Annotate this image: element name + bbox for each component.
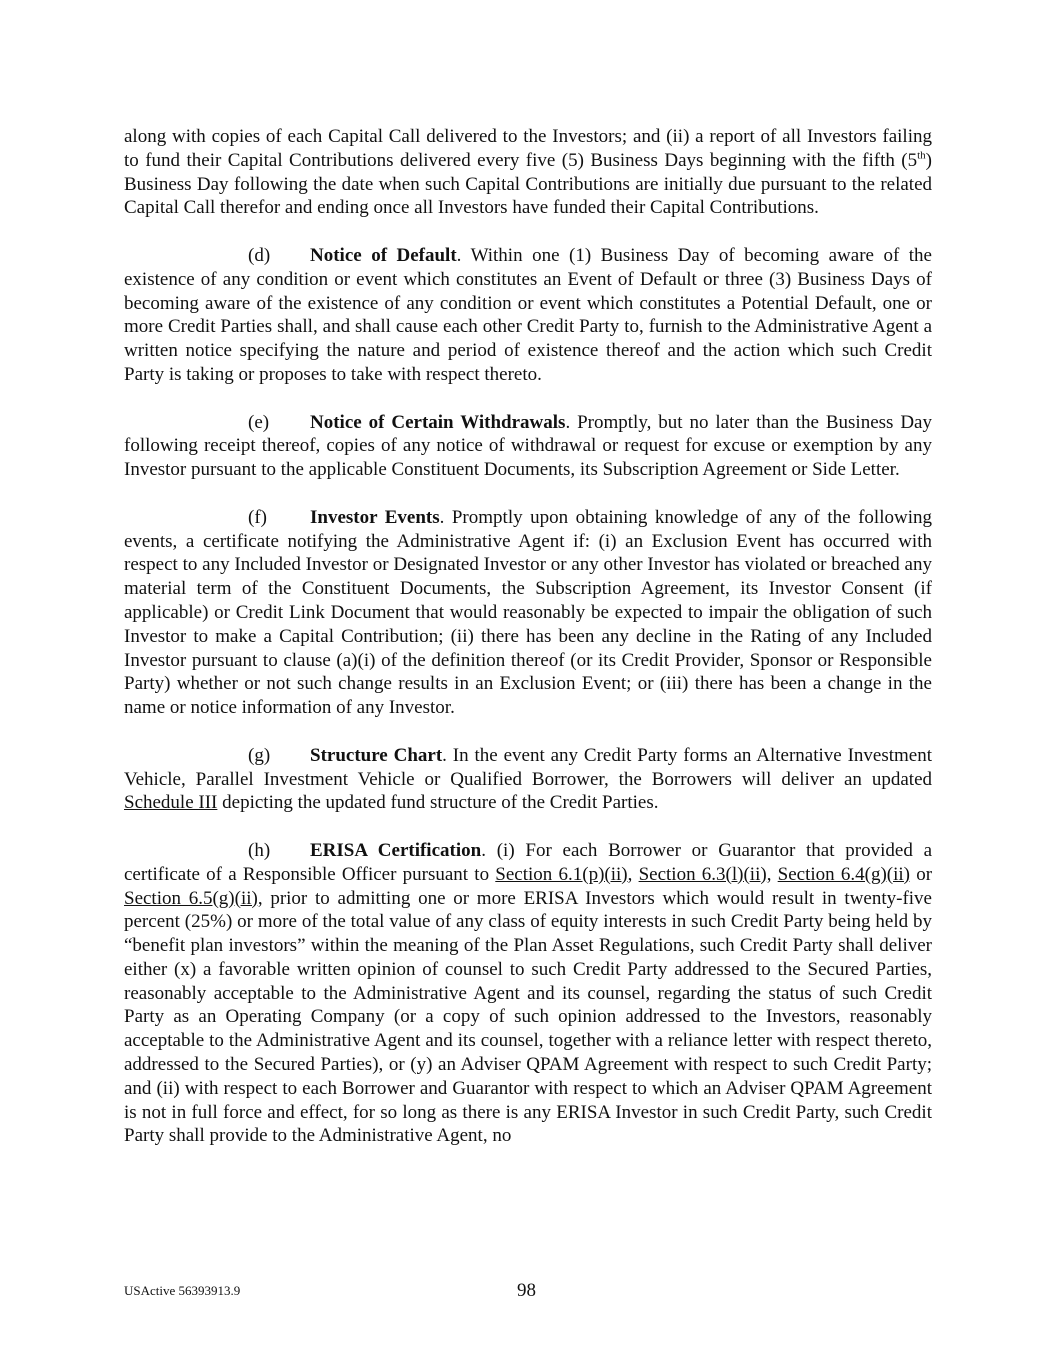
section-h-heading: ERISA Certification (310, 839, 482, 861)
section-g-label: (g) (248, 744, 271, 766)
section-f-heading: Investor Events (310, 506, 440, 528)
section-h-sep-2: , (766, 863, 778, 885)
section-d-paragraph (124, 244, 932, 387)
intro-paragraph (124, 125, 932, 220)
section-e-body: . Promptly, but no later than the Business Day following receipt thereof, copies of any notice of withdrawal or request for excuse or exemption by any Investor pursuant to the applicable Constituent Documents, its Subscription Agreement or Side Letter. (124, 411, 932, 481)
section-g-body-1: . In the event any Credit Party forms an Alternative Investment Vehicle, Parallel Investment Vehicle or Qualified Borrower, the Borrowers will deliver an updated (124, 744, 932, 790)
footer-document-id: USActive 56393913.9 (124, 1283, 241, 1298)
intro-text-1: along with copies of each Capital Call delivered to the Investors; and (ii) a report of all Investors failing to fund their Capital Contributions delivered every five (5) Business Days beginning with the fifth (5 (124, 126, 932, 171)
section-e-label: (e) (248, 411, 270, 433)
section-6-1-reference: Section 6.1(p)(ii) (495, 863, 628, 885)
section-g-body-2: depicting the updated fund structure of the Credit Parties. (217, 792, 659, 814)
footer-page-number: 98 (517, 1280, 536, 1301)
section-h-sep-3: or (910, 863, 933, 885)
section-f-paragraph (124, 506, 932, 720)
section-g-heading: Structure Chart (310, 744, 443, 766)
section-h-sep-1: , (627, 863, 639, 885)
document-page (124, 125, 932, 1172)
section-d-body: . Within one (1) Business Day of becoming aware of the existence of any condition or event which constitutes an Event of Default or three (3) Business Days of becoming aware of the existence of any condition or event which constitutes a Potential Default, one or more Credit Parties shall, and shall cause each other Credit Party to, furnish to the Administrative Agent a written notice specifying the nature and period of existence thereof and the action which such Credit Party is taking or proposes to take with respect thereto. (124, 244, 932, 385)
section-f-body: . Promptly upon obtaining knowledge of any of the following events, a certificate notifying the Administrative Agent if: (i) an Exclusion Event has occurred with respect to any Included Investor or Designated Investor or any other Investor has violated or breached any material term of the Constituent Documents, the Subscription Agreement, its Investor Consent (if applicable) or Credit Link Document that would reasonably be expected to impair the obligation of such Investor to make a Capital Contribution; (ii) there has been any decline in the Rating of any Included Investor pursuant to clause (a)(i) of the definition thereof (or its Credit Provider, Sponsor or Responsible Party) whether or not such change results in an Exclusion Event; or (iii) there has been a change in the name or notice information of any Investor. (124, 506, 932, 719)
section-d-heading: Notice of Default (310, 244, 457, 266)
section-h-body-2: , prior to admitting one or more ERISA Investors which would result in twenty-five percent (25%) or more of the total value of any class of equity interests in such Credit Party being held by “benefit plan investors” within the meaning of the Plan Asset Regulations, such Credit Party shall deliver either (x) a favorable written opinion of counsel to such Credit Party addressed to the Secured Parties, reasonably acceptable to the Administrative Agent and its counsel, regarding the status of such Credit Party as an Operating Company (or a copy of such opinion addressed to the Investors, reasonably acceptable to the Administrative Agent and its counsel, together with a reliance letter with respect thereto, addressed to the Secured Parties), or (y) an Adviser QPAM Agreement with respect to such Credit Party; and (ii) with respect to each Borrower and Guarantor with respect to which an Adviser QPAM Agreement is not in full force and effect, for so long as there is any ERISA Investor in such Credit Party, such Credit Party shall provide to the Administrative Agent, no (124, 887, 932, 1147)
section-6-3-reference: Section 6.3(l)(ii) (638, 863, 767, 885)
section-d-label: (d) (248, 244, 271, 266)
intro-superscript: th (917, 149, 926, 162)
section-e-paragraph (124, 411, 932, 482)
section-h-body-1: . (i) For each Borrower or Guarantor that provided a certificate of a Responsible Officer pursuant to (124, 839, 933, 885)
schedule-iii-reference: Schedule III (124, 792, 218, 814)
section-g-paragraph (124, 744, 932, 815)
section-6-4-reference: Section 6.4(g)(ii) (777, 863, 910, 885)
section-h-label: (h) (248, 839, 271, 861)
section-6-5-reference: Section 6.5(g)(ii) (124, 887, 258, 909)
section-f-label: (f) (248, 506, 267, 528)
section-h-paragraph (124, 839, 932, 1148)
section-e-heading: Notice of Certain Withdrawals (310, 411, 566, 433)
intro-text-2: ) Business Day following the date when such Capital Contributions are initially due pursuant to the related Capital Call therefor and ending once all Investors have funded their Capital Contributions. (124, 149, 932, 219)
